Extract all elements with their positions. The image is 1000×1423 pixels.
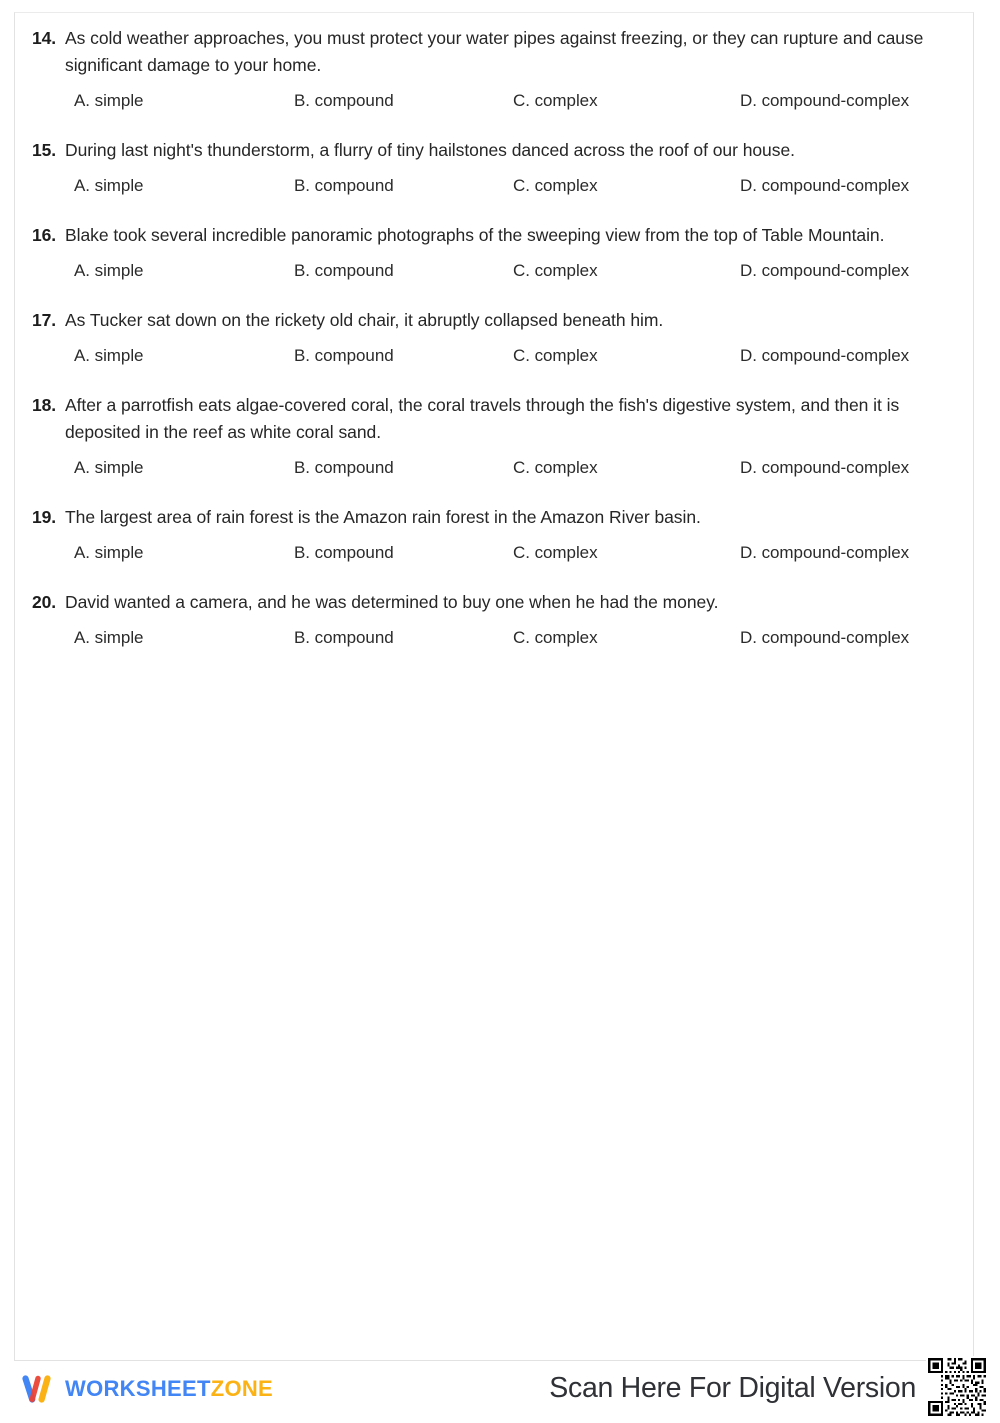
brand-word-worksheet: WORKSHEET bbox=[65, 1376, 211, 1401]
answer-option-a[interactable]: A. simple bbox=[74, 261, 144, 280]
answer-options bbox=[25, 456, 955, 480]
question-block bbox=[25, 392, 955, 480]
question-text: After a parrotfish eats algae-covered coral, the coral travels through the fish's digestive system, and then it is deposited in the reef as white coral sand. bbox=[65, 395, 900, 442]
answer-option-a[interactable]: A. simple bbox=[74, 543, 144, 562]
question-text: As cold weather approaches, you must protect your water pipes against freezing, or they can rupture and cause significant damage to your home. bbox=[65, 28, 924, 75]
question-row bbox=[25, 504, 955, 531]
question-row bbox=[25, 307, 955, 334]
answer-option-c[interactable]: C. complex bbox=[513, 176, 598, 195]
answer-option-c[interactable]: C. complex bbox=[513, 91, 598, 110]
answer-option-a[interactable]: A. simple bbox=[74, 346, 144, 365]
answer-option-d[interactable]: D. compound-complex bbox=[740, 261, 910, 280]
answer-option-d[interactable]: D. compound-complex bbox=[740, 91, 910, 110]
answer-option-c[interactable]: C. complex bbox=[513, 628, 598, 647]
question-row bbox=[25, 589, 955, 616]
answer-option-b[interactable]: B. compound bbox=[294, 261, 394, 280]
question-block bbox=[25, 25, 955, 113]
question-block bbox=[25, 589, 955, 650]
scan-label: Scan Here For Digital Version bbox=[549, 1372, 916, 1405]
question-number: 19. bbox=[31, 507, 56, 527]
question-block bbox=[25, 137, 955, 198]
question-text: David wanted a camera, and he was determined to buy one when he had the money. bbox=[65, 592, 719, 612]
answer-option-d[interactable]: D. compound-complex bbox=[740, 346, 910, 365]
answer-option-d[interactable]: D. compound-complex bbox=[740, 543, 910, 562]
page-footer bbox=[0, 1365, 1000, 1414]
answer-option-d[interactable]: D. compound-complex bbox=[740, 628, 910, 647]
answer-options bbox=[25, 344, 955, 368]
worksheetzone-w-logo-icon bbox=[18, 1369, 58, 1409]
answer-option-d[interactable]: D. compound-complex bbox=[740, 176, 910, 195]
question-block bbox=[25, 504, 955, 565]
answer-option-b[interactable]: B. compound bbox=[294, 458, 394, 477]
answer-option-b[interactable]: B. compound bbox=[294, 176, 394, 195]
answer-option-b[interactable]: B. compound bbox=[294, 628, 394, 647]
question-block bbox=[25, 307, 955, 368]
question-list bbox=[15, 13, 973, 674]
question-number: 20. bbox=[31, 592, 56, 612]
brand-wordmark bbox=[65, 1378, 273, 1400]
question-row bbox=[25, 25, 955, 79]
question-text: During last night's thunderstorm, a flurry of tiny hailstones danced across the roof of our house. bbox=[65, 140, 795, 160]
answer-options bbox=[25, 626, 955, 650]
question-number: 14. bbox=[31, 28, 56, 48]
scan-cta[interactable] bbox=[549, 1365, 988, 1414]
question-row bbox=[25, 222, 955, 249]
answer-option-b[interactable]: B. compound bbox=[294, 543, 394, 562]
answer-options bbox=[25, 89, 955, 113]
answer-options bbox=[25, 541, 955, 565]
brand-word-zone: ZONE bbox=[210, 1376, 274, 1401]
answer-option-c[interactable]: C. complex bbox=[513, 261, 598, 280]
answer-option-c[interactable]: C. complex bbox=[513, 543, 598, 562]
answer-option-a[interactable]: A. simple bbox=[74, 628, 144, 647]
answer-option-b[interactable]: B. compound bbox=[294, 346, 394, 365]
question-text: Blake took several incredible panoramic photographs of the sweeping view from the top of Table Mountain. bbox=[65, 225, 885, 245]
answer-option-d[interactable]: D. compound-complex bbox=[740, 458, 910, 477]
answer-option-c[interactable]: C. complex bbox=[513, 458, 598, 477]
answer-option-a[interactable]: A. simple bbox=[74, 176, 144, 195]
answer-options bbox=[25, 259, 955, 283]
question-row bbox=[25, 392, 955, 446]
answer-option-b[interactable]: B. compound bbox=[294, 91, 394, 110]
answer-option-c[interactable]: C. complex bbox=[513, 346, 598, 365]
question-block bbox=[25, 222, 955, 283]
answer-option-a[interactable]: A. simple bbox=[74, 458, 144, 477]
question-number: 17. bbox=[31, 310, 56, 330]
question-number: 18. bbox=[31, 395, 56, 415]
question-text: As Tucker sat down on the rickety old chair, it abruptly collapsed beneath him. bbox=[65, 310, 664, 330]
worksheet-page bbox=[14, 12, 974, 1361]
answer-option-a[interactable]: A. simple bbox=[74, 91, 144, 110]
brand-logo[interactable] bbox=[18, 1369, 273, 1409]
qr-code-icon[interactable] bbox=[926, 1356, 988, 1418]
answer-options bbox=[25, 174, 955, 198]
question-row bbox=[25, 137, 955, 164]
question-number: 15. bbox=[31, 140, 56, 160]
question-number: 16. bbox=[31, 225, 56, 245]
question-text: The largest area of rain forest is the Amazon rain forest in the Amazon River basin. bbox=[65, 507, 701, 527]
